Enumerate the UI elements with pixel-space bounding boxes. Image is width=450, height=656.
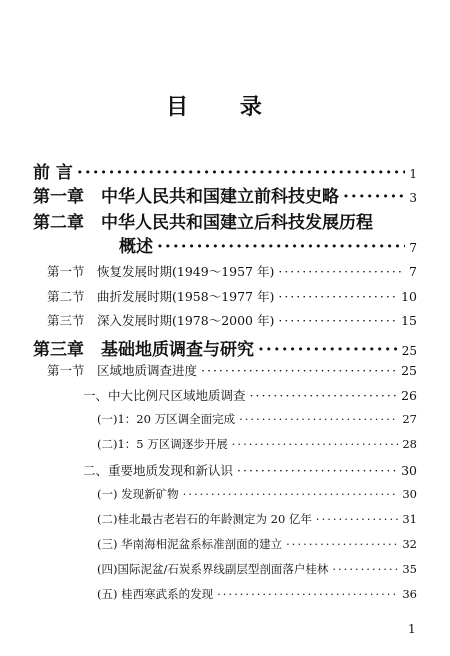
toc-entry-label: (一) 发现新矿物 xyxy=(97,487,179,501)
leader-dots xyxy=(278,264,405,279)
toc-entry-ch3-sub2-item1[interactable] xyxy=(97,486,417,502)
toc-entry-ch3-sub1[interactable] xyxy=(83,386,417,404)
leader-dots xyxy=(250,388,398,403)
toc-entry-ch2-sec1[interactable] xyxy=(47,262,417,280)
toc-entry-label: (二)桂北最古老岩石的年龄测定为 20 亿年 xyxy=(97,512,312,526)
toc-entry-page: 30 xyxy=(402,487,417,501)
leader-dots xyxy=(77,163,405,183)
toc-entry-page: 28 xyxy=(402,437,417,451)
toc-entry-page: 27 xyxy=(402,412,417,426)
toc-entry-chapter-3[interactable] xyxy=(33,335,417,360)
leader-dots xyxy=(239,412,398,426)
toc-entry-ch3-sub1-item1[interactable] xyxy=(97,411,417,427)
leader-dots xyxy=(278,289,397,304)
page-number: 1 xyxy=(408,622,416,636)
toc-entry-label: 第一章 中华人民共和国建立前科技史略 xyxy=(33,187,339,207)
toc-entry-label: (二)1：5 万区调逐步开展 xyxy=(97,437,228,451)
page-title: 目 录 xyxy=(166,94,284,120)
leader-dots xyxy=(258,340,398,360)
toc-entry-label: 第一节 区域地质调查进度 xyxy=(47,363,198,378)
toc-entry-page: 25 xyxy=(401,363,417,378)
toc-entry-label: 第一节 恢复发展时期(1949～1957 年) xyxy=(47,264,275,279)
leader-dots xyxy=(157,237,405,257)
toc-entry-page: 26 xyxy=(401,388,417,403)
toc-entry-page: 30 xyxy=(401,463,417,478)
toc-entry-ch2-sec2[interactable] xyxy=(47,287,417,305)
toc-entry-page: 36 xyxy=(402,587,417,601)
toc-entry-ch3-sub2-item4[interactable] xyxy=(97,561,417,577)
leader-dots xyxy=(278,313,397,328)
toc-entry-ch3-sub2[interactable] xyxy=(83,461,417,479)
toc-entry-page: 1 xyxy=(409,167,417,181)
toc-entry-ch3-sub2-item3[interactable] xyxy=(97,536,417,552)
toc-entry-page: 10 xyxy=(401,289,417,304)
toc-entry-label: 第三节 深入发展时期(1978～2000 年) xyxy=(47,313,275,328)
toc-entry-ch2-sec3[interactable] xyxy=(47,311,417,329)
toc-entry-ch3-sub1-item2[interactable] xyxy=(97,436,417,452)
toc-entry-label: (五) 桂西寒武系的发现 xyxy=(97,587,214,601)
toc-entry-label: 一、中大比例尺区域地质调查 xyxy=(83,388,246,403)
toc-entry-label: 第三章 基础地质调查与研究 xyxy=(33,340,254,360)
leader-dots xyxy=(343,187,405,207)
leader-dots xyxy=(316,512,398,526)
leader-dots xyxy=(217,587,398,601)
toc-entry-ch3-sec1[interactable] xyxy=(47,361,417,379)
toc-entry-ch3-sub2-item2[interactable] xyxy=(97,511,417,527)
toc-entry-page: 7 xyxy=(409,264,417,279)
leader-dots xyxy=(332,562,398,576)
toc-entry-page: 3 xyxy=(409,191,417,205)
toc-entry-page: 25 xyxy=(401,344,417,358)
leader-dots xyxy=(237,463,397,478)
toc-entry-preface[interactable] xyxy=(33,158,417,183)
toc-entry-label: (四)国际泥盆/石炭系界线副层型剖面落户桂林 xyxy=(97,562,329,576)
toc-entry-label: (一)1：20 万区调全面完成 xyxy=(97,412,236,426)
toc-entry-label: 概述 xyxy=(119,237,153,257)
toc-entry-page: 15 xyxy=(401,313,417,328)
toc-entry-page: 31 xyxy=(402,512,417,526)
toc-entry-label: 二、重要地质发现和新认识 xyxy=(83,463,234,478)
leader-dots xyxy=(201,363,397,378)
leader-dots xyxy=(183,487,399,501)
toc-entry-page: 32 xyxy=(402,537,417,551)
leader-dots xyxy=(286,537,398,551)
toc-entry-chapter-1[interactable] xyxy=(33,182,417,207)
toc-entry-label: 第二节 曲折发展时期(1958～1977 年) xyxy=(47,289,275,304)
toc-entry-chapter-2[interactable] xyxy=(119,232,417,257)
leader-dots xyxy=(232,437,399,451)
toc-entry-page: 35 xyxy=(402,562,417,576)
toc-entry-chapter-2-line1[interactable]: 第二章 中华人民共和国建立后科技发展历程 xyxy=(33,213,373,233)
toc-entry-label: (三) 华南海相泥盆系标准剖面的建立 xyxy=(97,537,283,551)
toc-entry-label: 前 言 xyxy=(33,163,73,183)
toc-entry-page: 7 xyxy=(409,241,417,255)
toc-entry-ch3-sub2-item5[interactable] xyxy=(97,586,417,602)
